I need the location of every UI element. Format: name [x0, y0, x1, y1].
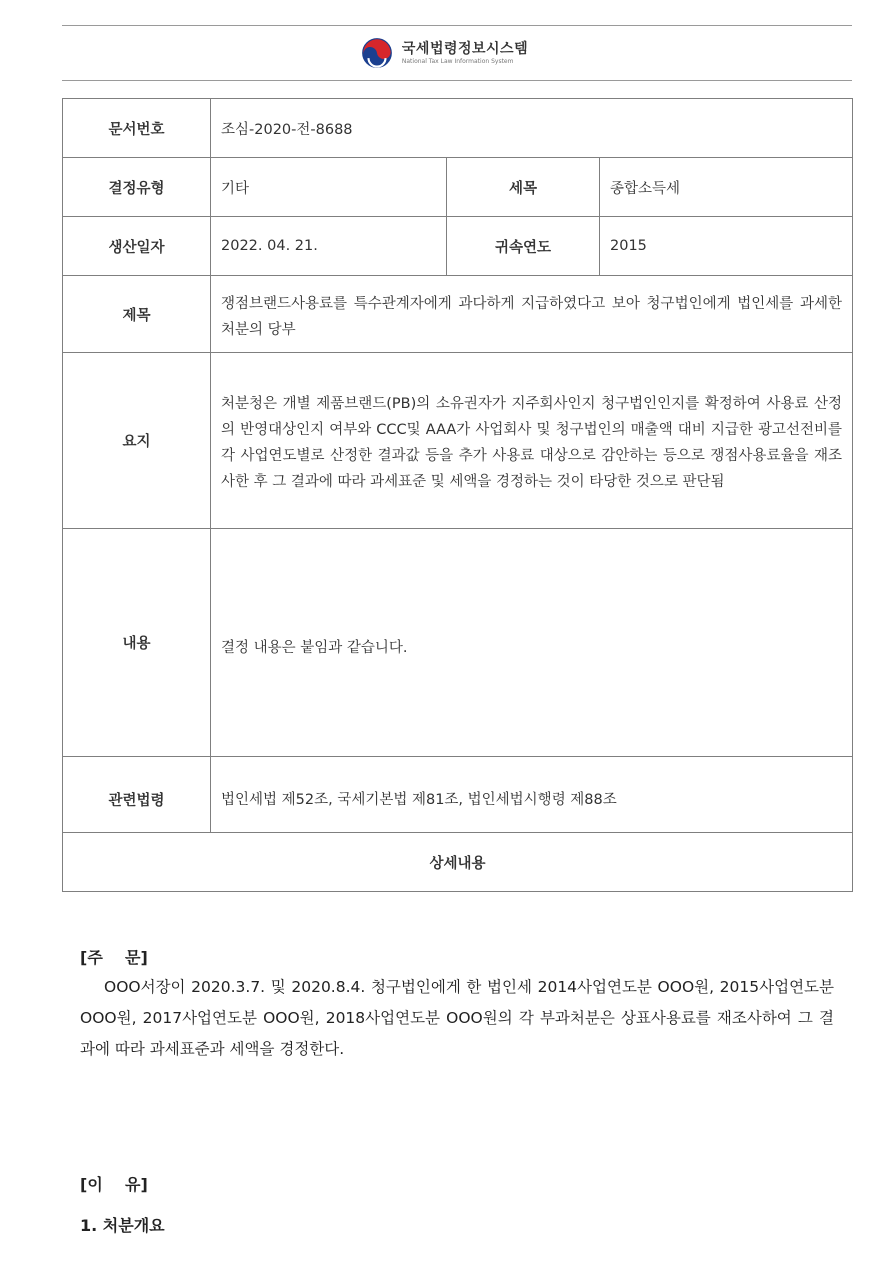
- content-label: 내용: [63, 529, 211, 757]
- row-decision-type: [63, 158, 853, 217]
- order-text: OOO서장이 2020.3.7. 및 2020.8.4. 청구법인에게 한 법인세 2014사업연도분 OOO원, 2015사업연도분 OOO원, 2017사업연도분 OOO원, 2018사업연도분 OOO원의 각 부과처분은 상표사용료를 재조사하여 그 결과에 따라 과세표준과 세액을 경정한다.: [80, 978, 834, 1058]
- laws-label: 관련법령: [63, 757, 211, 833]
- laws-value: 법인세법 제52조, 국세기본법 제81조, 법인세법시행령 제88조: [211, 757, 853, 833]
- logo-subtitle: National Tax Law Information System: [401, 57, 514, 65]
- decision-type-value: 기타: [211, 158, 447, 217]
- taegeuk-emblem-icon: [360, 36, 394, 70]
- content-value: 결정 내용은 붙임과 같습니다.: [211, 529, 853, 757]
- top-rule: [62, 25, 852, 26]
- document-info-table: [62, 98, 853, 892]
- row-summary: [63, 353, 853, 529]
- header-logo: [0, 30, 888, 76]
- year-label: 귀속연도: [447, 217, 600, 276]
- detail-heading: 상세내용: [63, 833, 853, 892]
- title-label: 제목: [63, 276, 211, 353]
- row-laws: [63, 757, 853, 833]
- year-value: 2015: [600, 217, 853, 276]
- title-value: 쟁점브랜드사용료를 특수관계자에게 과다하게 지급하였다고 보아 청구법인에게 법인세를 과세한 처분의 당부: [211, 276, 853, 353]
- row-production-date: [63, 217, 853, 276]
- logo-title: 국세법령정보시스템: [401, 40, 529, 57]
- production-date-value: 2022. 04. 21.: [211, 217, 447, 276]
- summary-value: 처분청은 개별 제품브랜드(PB)의 소유권자가 지주회사인지 청구법인인지를 확정하여 사용료 산정의 반영대상인지 여부와 CCC및 AAA가 사업회사 및 청구법인의 매출액 대비 지급한 광고선전비를 각 사업연도별로 산정한 결과값 등을 추가 사용료 대상으로 감안하는 등으로 쟁점사용료율을 재조사한 후 그 결과에 따라 과세표준 및 세액을 경정하는 것이 타당한 것으로 판단됨: [211, 353, 853, 529]
- tax-item-label: 세목: [447, 158, 600, 217]
- doc-number-value: 조심-2020-전-8688: [211, 99, 853, 158]
- row-title: [63, 276, 853, 353]
- decision-type-label: 결정유형: [63, 158, 211, 217]
- row-content: [63, 529, 853, 757]
- reason-heading: [이 유]: [80, 1175, 148, 1194]
- doc-number-label: 문서번호: [63, 99, 211, 158]
- row-detail: [63, 833, 853, 892]
- production-date-label: 생산일자: [63, 217, 211, 276]
- order-heading: [주 문]: [80, 948, 148, 967]
- summary-label: 요지: [63, 353, 211, 529]
- tax-item-value: 종합소득세: [600, 158, 853, 217]
- row-doc-number: [63, 99, 853, 158]
- header-bottom-rule: [62, 80, 852, 81]
- section1-heading: 1. 처분개요: [80, 1216, 165, 1235]
